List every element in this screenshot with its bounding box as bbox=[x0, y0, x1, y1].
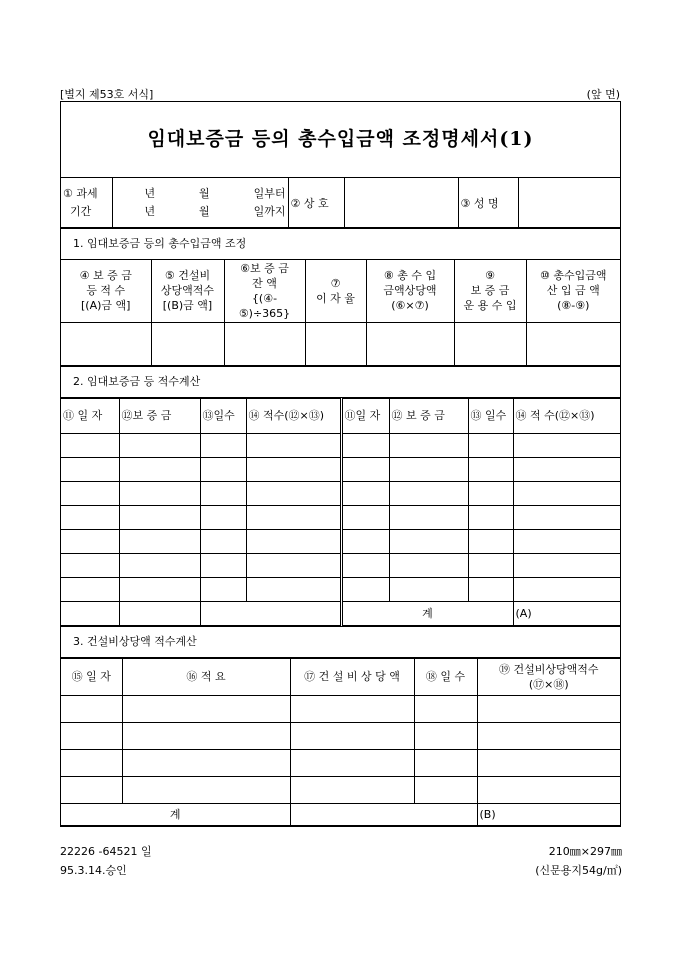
section2-cell[interactable] bbox=[61, 601, 119, 625]
section3-cell[interactable] bbox=[477, 695, 620, 722]
section2-header: ⑫ 보 증 금 bbox=[389, 398, 468, 433]
header-line: {(④-⑤)÷365} bbox=[238, 291, 291, 320]
section3-cell[interactable] bbox=[61, 749, 122, 776]
section2-cell[interactable] bbox=[341, 577, 389, 601]
section3-table bbox=[61, 658, 620, 826]
section3-cell[interactable] bbox=[122, 749, 290, 776]
section2-cell[interactable] bbox=[119, 529, 200, 553]
table-row bbox=[61, 601, 620, 625]
paper-size: 210㎜×297㎜ bbox=[548, 845, 622, 858]
name-label: ③ 성 명 bbox=[458, 178, 518, 228]
section2-cell[interactable] bbox=[119, 553, 200, 577]
total-b-field[interactable]: (B) bbox=[477, 803, 620, 825]
header-line: (⑧-⑨) bbox=[557, 299, 590, 313]
section2-header: ⑭ 적 수(⑫×⑬) bbox=[513, 398, 620, 433]
section3-cell[interactable] bbox=[477, 749, 620, 776]
section3-header: ⑯ 적 요 bbox=[122, 658, 290, 695]
section2-cell[interactable] bbox=[61, 529, 119, 553]
month-label: 월 bbox=[199, 186, 210, 200]
section2-cell[interactable] bbox=[389, 433, 468, 457]
section2-header: ⑪일 자 bbox=[341, 398, 389, 433]
section2-cell[interactable] bbox=[513, 577, 620, 601]
page-side: (앞 면) bbox=[586, 88, 620, 101]
section2-cell[interactable] bbox=[513, 433, 620, 457]
total-a-field[interactable]: (A) bbox=[513, 601, 620, 625]
form bbox=[60, 101, 621, 827]
header-line: ⑨ bbox=[485, 269, 495, 283]
table-row bbox=[61, 481, 620, 505]
section3-cell[interactable] bbox=[61, 722, 122, 749]
section2-cell[interactable] bbox=[513, 457, 620, 481]
section2-cell[interactable] bbox=[119, 457, 200, 481]
section1-header bbox=[61, 260, 151, 322]
section1-header bbox=[526, 260, 620, 322]
header-line: 등 적 수 bbox=[86, 284, 126, 298]
section2-cell[interactable] bbox=[246, 505, 341, 529]
table-row bbox=[61, 695, 620, 722]
month-label: 월 bbox=[199, 204, 210, 218]
table-row bbox=[61, 505, 620, 529]
section1-cell[interactable] bbox=[151, 322, 224, 365]
section2-cell[interactable] bbox=[468, 481, 513, 505]
section2-cell[interactable] bbox=[61, 457, 119, 481]
table-row bbox=[61, 749, 620, 776]
section2-cell[interactable] bbox=[513, 529, 620, 553]
section3-cell[interactable] bbox=[61, 776, 122, 803]
section2-cell[interactable] bbox=[468, 577, 513, 601]
section1-header bbox=[224, 260, 305, 322]
section2-cell[interactable] bbox=[61, 553, 119, 577]
table-row bbox=[61, 398, 620, 433]
section2-cell[interactable] bbox=[246, 553, 341, 577]
section2-cell[interactable] bbox=[119, 433, 200, 457]
section1-header bbox=[151, 260, 224, 322]
section1-cell[interactable] bbox=[61, 322, 151, 365]
section2-header: ⑫보 증 금 bbox=[119, 398, 200, 433]
section2-cell[interactable] bbox=[341, 529, 389, 553]
form-title: 임대보증금 등의 총수입금액 조정명세서(1) bbox=[61, 102, 620, 178]
section3-cell[interactable] bbox=[61, 695, 122, 722]
section1-header bbox=[454, 260, 526, 322]
header-line: [(A)금 액] bbox=[81, 299, 131, 313]
section3-cell[interactable] bbox=[477, 722, 620, 749]
name-field[interactable] bbox=[518, 178, 620, 228]
section2-cell[interactable] bbox=[468, 457, 513, 481]
section2-cell[interactable] bbox=[200, 433, 246, 457]
header-line: (⑥×⑦) bbox=[391, 299, 429, 313]
section2-cell[interactable] bbox=[200, 481, 246, 505]
paper-type: (신문용지54g/㎡) bbox=[535, 864, 622, 877]
section2-cell[interactable] bbox=[119, 481, 200, 505]
header-line: ⑧ 총 수 입 bbox=[383, 269, 437, 283]
table-row bbox=[61, 803, 620, 825]
section2-cell[interactable] bbox=[513, 481, 620, 505]
section2-cell[interactable] bbox=[61, 481, 119, 505]
section3-cell[interactable] bbox=[414, 749, 477, 776]
table-row bbox=[61, 577, 620, 601]
section2-cell[interactable] bbox=[200, 553, 246, 577]
section3-cell[interactable] bbox=[290, 695, 414, 722]
section2-cell[interactable] bbox=[61, 505, 119, 529]
section1-cell[interactable] bbox=[224, 322, 305, 365]
section2-cell[interactable] bbox=[389, 577, 468, 601]
section2-cell[interactable] bbox=[246, 529, 341, 553]
section2-cell[interactable] bbox=[246, 457, 341, 481]
header-line: 이 자 율 bbox=[316, 291, 355, 305]
header-line: 산 입 금 액 bbox=[546, 284, 600, 298]
section2-cell[interactable] bbox=[468, 505, 513, 529]
to-label: 일까지 bbox=[253, 204, 286, 218]
trade-name-label: ② 상 호 bbox=[288, 178, 344, 228]
section2-header: ⑬ 일수 bbox=[468, 398, 513, 433]
section2-cell[interactable] bbox=[468, 433, 513, 457]
form-number: [별지 제53호 서식] bbox=[60, 88, 154, 101]
total-label: 계 bbox=[61, 803, 290, 825]
section2-header: ⑭ 적수(⑫×⑬) bbox=[246, 398, 341, 433]
table-row bbox=[61, 457, 620, 481]
table-row bbox=[61, 658, 620, 695]
section2-header: ⑪ 일 자 bbox=[61, 398, 119, 433]
section2-cell[interactable] bbox=[200, 505, 246, 529]
section3-cell[interactable] bbox=[477, 776, 620, 803]
table-row bbox=[61, 433, 620, 457]
section2-cell[interactable] bbox=[200, 457, 246, 481]
total-label: 계 bbox=[341, 601, 513, 625]
section2-cell[interactable] bbox=[119, 577, 200, 601]
header-line: ⑩ 총수입금액 bbox=[540, 269, 607, 283]
section2-cell[interactable] bbox=[468, 553, 513, 577]
period-field[interactable] bbox=[112, 178, 288, 228]
table-row bbox=[61, 722, 620, 749]
section3-cell[interactable] bbox=[122, 722, 290, 749]
header-line: ⑦ bbox=[330, 276, 341, 290]
section1-cell[interactable] bbox=[305, 322, 366, 365]
section2-cell[interactable] bbox=[389, 553, 468, 577]
section2-cell[interactable] bbox=[61, 433, 119, 457]
form-code: 22226 -64521 일 bbox=[60, 845, 152, 858]
header-line: ④ 보 증 금 bbox=[79, 269, 132, 283]
section2-cell[interactable] bbox=[341, 481, 389, 505]
section3-cell[interactable] bbox=[290, 776, 414, 803]
section2-cell[interactable] bbox=[200, 577, 246, 601]
section3-cell[interactable] bbox=[414, 722, 477, 749]
section2-cell[interactable] bbox=[513, 505, 620, 529]
section2-cell[interactable] bbox=[119, 505, 200, 529]
section3-title: 3. 건설비상당액 적수계산 bbox=[61, 626, 620, 658]
section2-cell[interactable] bbox=[341, 457, 389, 481]
section3-cell[interactable] bbox=[414, 776, 477, 803]
header-line: ⑤ 건설비 bbox=[164, 269, 211, 283]
table-row bbox=[61, 776, 620, 803]
section3-header: ⑰ 건 설 비 상 당 액 bbox=[290, 658, 414, 695]
section2-cell[interactable] bbox=[513, 553, 620, 577]
section2-cell[interactable] bbox=[468, 529, 513, 553]
trade-name-field[interactable] bbox=[344, 178, 458, 228]
header-line: ⑥보 증 금 bbox=[240, 261, 289, 275]
section1-header bbox=[305, 260, 366, 322]
header-line: 잔 액 bbox=[252, 276, 277, 290]
section3-cell[interactable] bbox=[122, 776, 290, 803]
section2-cell[interactable] bbox=[389, 481, 468, 505]
section2-cell[interactable] bbox=[61, 577, 119, 601]
approval-date: 95.3.14.승인 bbox=[60, 864, 127, 877]
section1-header bbox=[366, 260, 454, 322]
section3-cell[interactable] bbox=[290, 722, 414, 749]
section2-cell[interactable] bbox=[200, 601, 341, 625]
section2-cell[interactable] bbox=[119, 601, 200, 625]
section2-cell[interactable] bbox=[200, 529, 246, 553]
period-label: ① 과세 bbox=[63, 186, 98, 200]
section2-title: 2. 임대보증금 등 적수계산 bbox=[61, 366, 620, 398]
section1-cell[interactable] bbox=[526, 322, 620, 365]
header-line: 금액상당액 bbox=[383, 284, 437, 298]
header-line: 상당액적수 bbox=[160, 284, 215, 298]
section3-header: ⑱ 일 수 bbox=[414, 658, 477, 695]
section2-cell[interactable] bbox=[389, 457, 468, 481]
section2-cell[interactable] bbox=[389, 529, 468, 553]
section2-header: ⑬일수 bbox=[200, 398, 246, 433]
section3-header: ⑮ 일 자 bbox=[61, 658, 122, 695]
section2-cell[interactable] bbox=[341, 553, 389, 577]
period-label-2: 기간 bbox=[70, 204, 92, 218]
table-row bbox=[61, 529, 620, 553]
section3-cell[interactable] bbox=[414, 695, 477, 722]
section2-table bbox=[61, 398, 620, 626]
year-label: 년 bbox=[144, 204, 156, 218]
info-table bbox=[61, 178, 620, 228]
header-line: [(B)금 액] bbox=[162, 299, 213, 313]
section2-cell[interactable] bbox=[246, 433, 341, 457]
section3-cell[interactable] bbox=[122, 695, 290, 722]
section3-header: ⑲ 건설비상당액적수 (⑰×⑱) bbox=[477, 658, 620, 695]
from-label: 일부터 bbox=[253, 186, 286, 200]
section1-cell[interactable] bbox=[366, 322, 454, 365]
section1-cell[interactable] bbox=[454, 322, 526, 365]
section2-cell[interactable] bbox=[246, 577, 341, 601]
section1-title: 1. 임대보증금 등의 총수입금액 조정 bbox=[61, 228, 620, 260]
year-label: 년 bbox=[144, 186, 156, 200]
section1-table bbox=[61, 260, 620, 366]
section2-cell[interactable] bbox=[341, 505, 389, 529]
section2-cell[interactable] bbox=[341, 433, 389, 457]
section2-cell[interactable] bbox=[246, 481, 341, 505]
header-line: 운 용 수 입 bbox=[463, 299, 517, 313]
section3-cell[interactable] bbox=[290, 803, 477, 825]
section3-cell[interactable] bbox=[290, 749, 414, 776]
table-row bbox=[61, 553, 620, 577]
header-line: 보 증 금 bbox=[470, 284, 510, 298]
section2-cell[interactable] bbox=[389, 505, 468, 529]
